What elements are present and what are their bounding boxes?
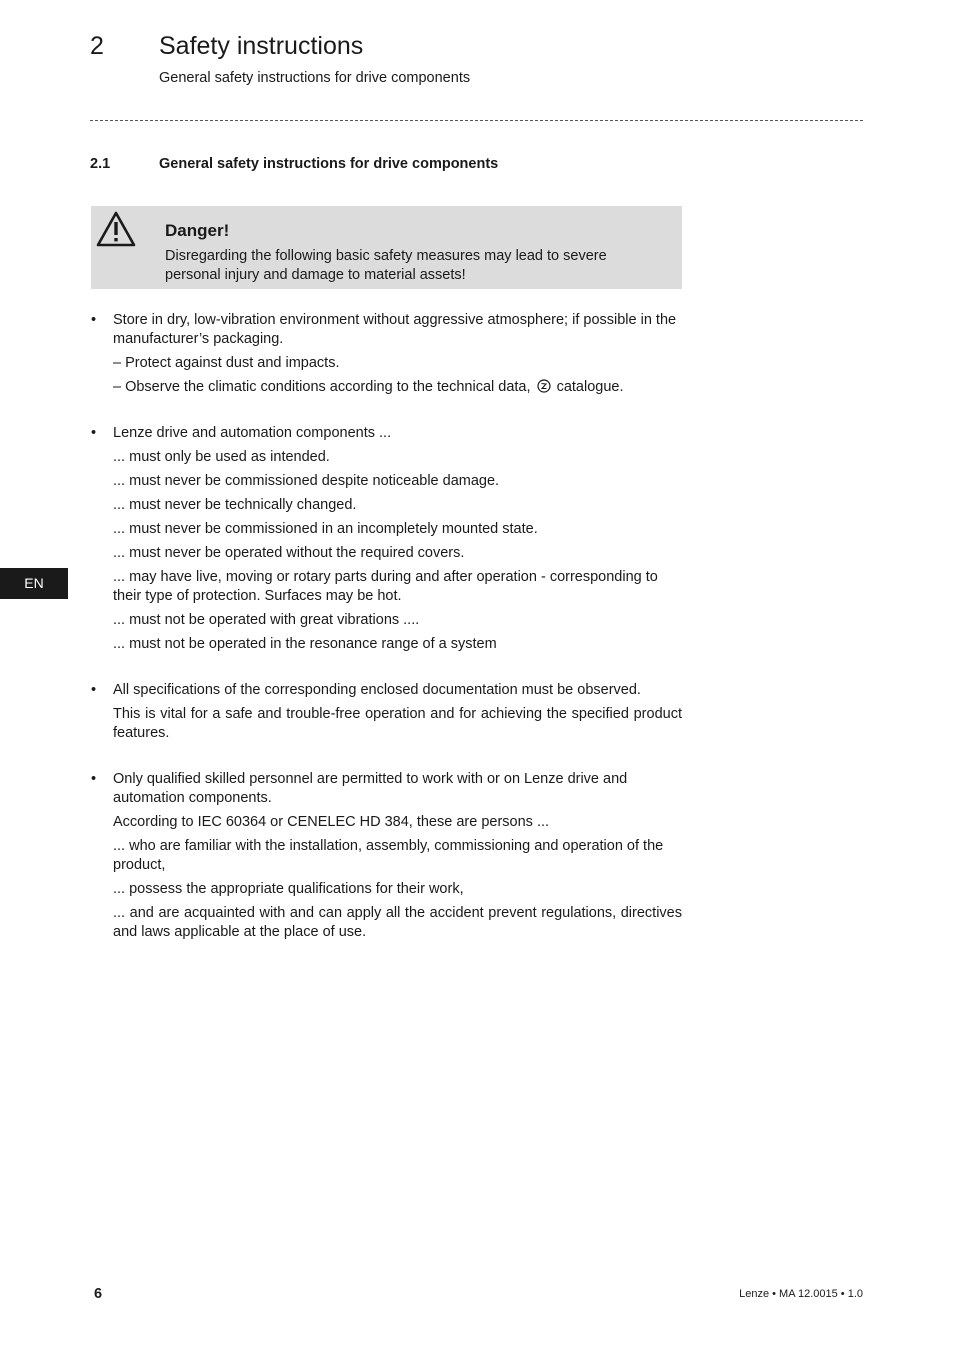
danger-text: Disregarding the following basic safety measures may lead to severe personal injury and damage to material assets! — [165, 248, 607, 283]
bullet-dot: • — [91, 425, 97, 441]
sub-item: ... possess the appropriate qualifications for their work, — [113, 881, 464, 897]
bullet-dot: • — [91, 312, 97, 328]
list-item — [91, 424, 682, 654]
sub-item: This is vital for a safe and trouble-free operation and for achieving the specified product features. — [113, 706, 682, 741]
reference-icon — [537, 379, 551, 393]
sub-item-text: – Observe the climatic conditions according to the technical data, — [113, 379, 531, 395]
sub-item: ... must only be used as intended. — [113, 449, 330, 465]
sub-item: ... must never be commissioned in an incompletely mounted state. — [113, 521, 538, 537]
page-number: 6 — [94, 1286, 103, 1302]
bullet-dot: • — [91, 682, 97, 698]
sub-item: ... who are familiar with the installation, assembly, commissioning and operation of the product, — [113, 838, 664, 873]
bullet-main: Store in dry, low-vibration environment without aggressive atmosphere; if possible in the manufacturer’s packaging. — [113, 312, 677, 347]
sub-item-text: catalogue. — [556, 379, 624, 395]
sub-item: ... must never be commissioned despite noticeable damage. — [113, 473, 500, 489]
language-tab: EN — [0, 568, 68, 599]
sub-item: ... must not be operated with great vibrations .... — [113, 612, 420, 628]
sub-item: According to IEC 60364 or CENELEC HD 384, these are persons ... — [113, 814, 550, 830]
section-number: 2.1 — [90, 156, 111, 172]
bullet-main: All specifications of the corresponding enclosed documentation must be observed. — [113, 682, 641, 698]
chapter-number: 2 — [90, 32, 104, 60]
chapter-title: Safety instructions — [159, 32, 364, 60]
sub-item: ... must never be technically changed. — [113, 497, 357, 513]
document-reference: Lenze • MA 12.0015 • 1.0 — [739, 1288, 863, 1300]
sub-item — [113, 378, 682, 397]
bullet-dot: • — [91, 771, 97, 787]
list-item — [91, 770, 682, 942]
chapter-subtitle: General safety instructions for drive components — [159, 70, 471, 86]
danger-title: Danger! — [165, 221, 230, 240]
sub-item: ... must never be operated without the required covers. — [113, 545, 465, 561]
bullet-main: Lenze drive and automation components ... — [113, 425, 392, 441]
header-divider — [90, 120, 863, 121]
sub-item: – Protect against dust and impacts. — [113, 355, 340, 371]
sub-item: ... may have live, moving or rotary parts during and after operation - corresponding to their type of protection. Surfaces may be hot. — [113, 569, 658, 604]
bullet-main: Only qualified skilled personnel are permitted to work with or on Lenze drive and automation components. — [113, 771, 628, 806]
list-item — [91, 311, 682, 397]
section-title: General safety instructions for drive components — [159, 156, 499, 172]
safety-list — [91, 311, 682, 969]
list-item — [91, 681, 682, 743]
danger-notice — [91, 206, 682, 289]
sub-item: ... must not be operated in the resonance range of a system — [113, 636, 497, 652]
warning-triangle-icon — [96, 211, 136, 247]
sub-item: ... and are acquainted with and can apply all the accident prevent regulations, directives and laws applicable at the place of use. — [113, 905, 682, 940]
